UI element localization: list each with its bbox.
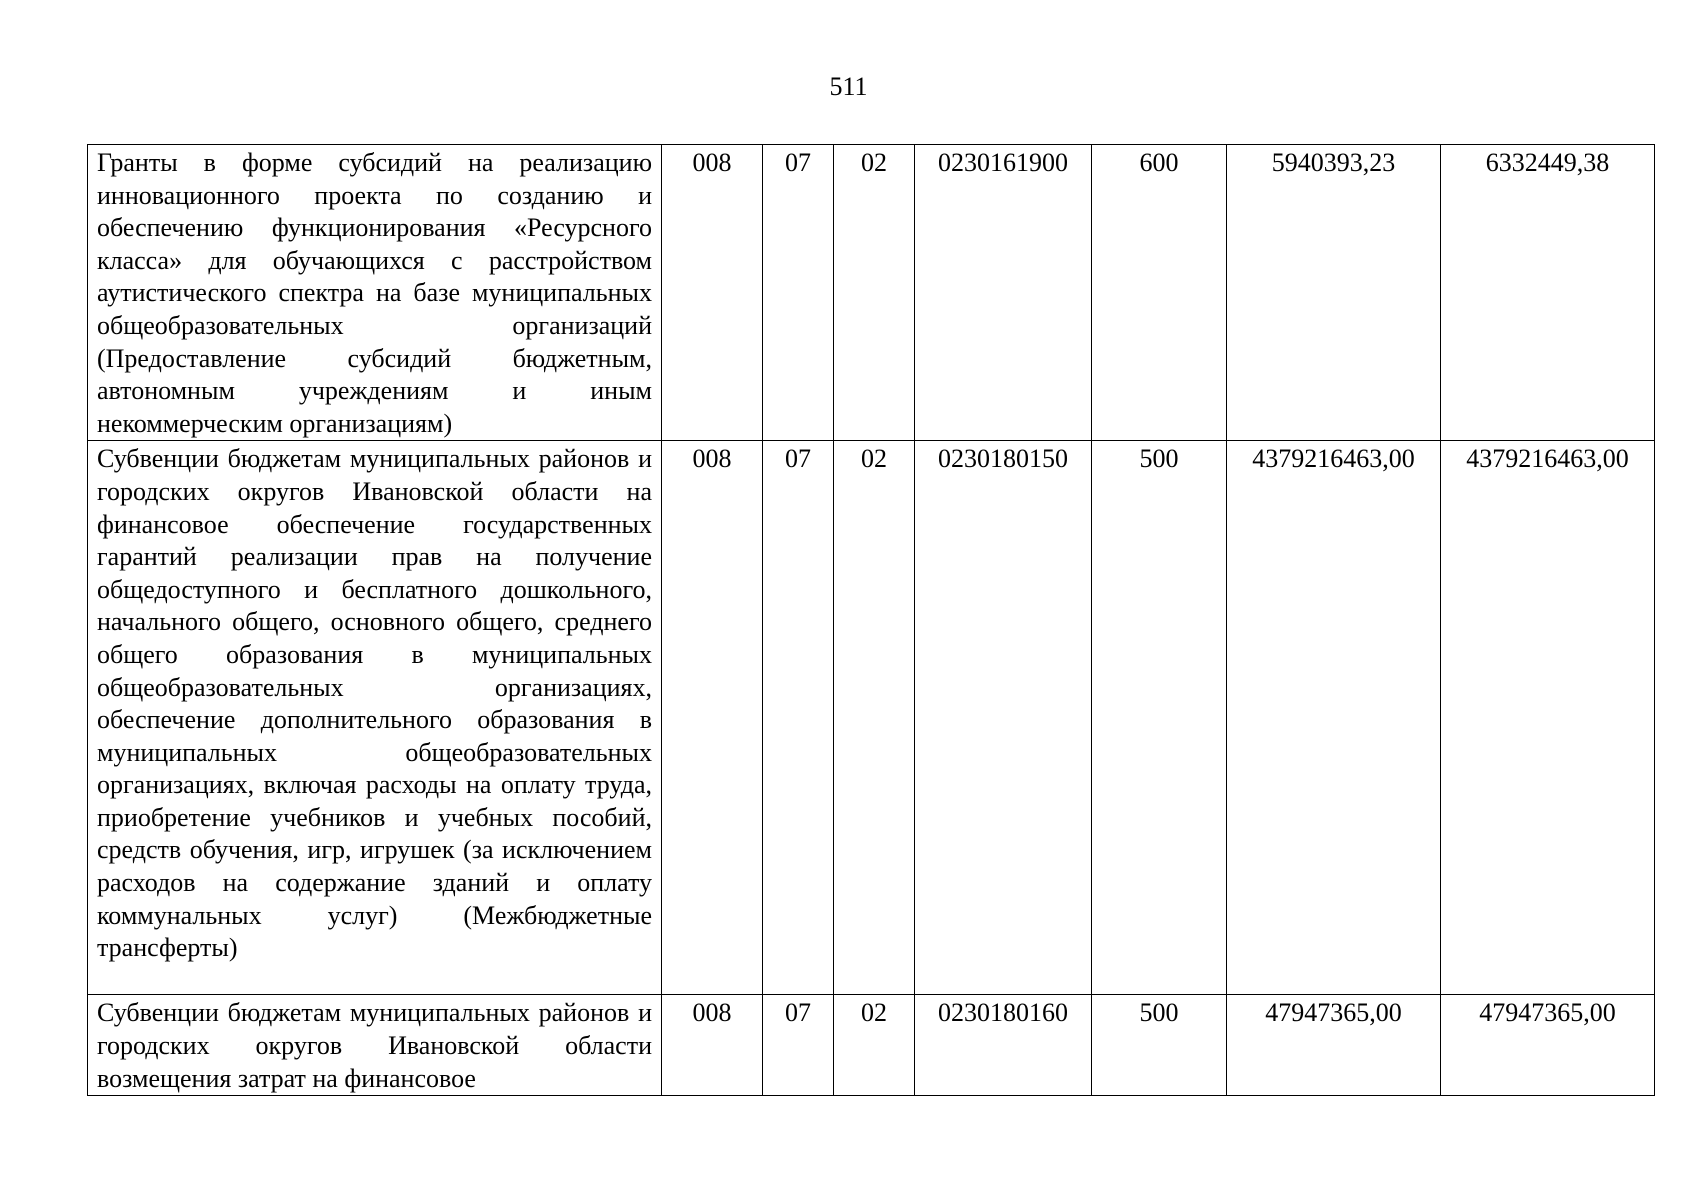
row-description: Субвенции бюджетам муниципальных районов и городских округов Ивановской области возмещения затрат на финансовое — [88, 995, 662, 1096]
row-amount-first: 5940393,23 — [1227, 145, 1441, 441]
row-subsection-code: 02 — [834, 995, 915, 1096]
row-description: Субвенции бюджетам муниципальных районов и городских округов Ивановской области на финансовое обеспечение государственных гарантий реализации прав на получение общедоступного и бесплатного дошкольного, начального общего, основного общего, среднего общего образования в муниципальных общеобразовательных организациях, обеспечение дополнительного образования в муниципальных общеобразовательных организациях, включая расходы на оплату труда, приобретение учебников и учебных пособий, средств обучения, игр, игрушек (за исключением расходов на содержание зданий и оплату коммунальных услуг) (Межбюджетные трансферты) — [88, 441, 662, 995]
row-expense-type-code: 500 — [1092, 441, 1227, 995]
page-number: 511 — [829, 72, 868, 101]
row-ved-code: 008 — [662, 145, 763, 441]
row-amount-second: 6332449,38 — [1441, 145, 1655, 441]
row-ved-code: 008 — [662, 995, 763, 1096]
row-ved-code: 008 — [662, 441, 763, 995]
row-section-code: 07 — [763, 995, 834, 1096]
row-subsection-code: 02 — [834, 441, 915, 995]
row-target-article-code: 0230180160 — [915, 995, 1092, 1096]
row-description: Гранты в форме субсидий на реализацию инновационного проекта по созданию и обеспечению функционирования «Ресурсного класса» для обучающихся с расстройством аутистического спектра на базе муниципальных общеобразовательных организаций (Предоставление субсидий бюджетным, автономным учреждениям и иным некоммерческим организациям) — [88, 145, 662, 441]
row-amount-second: 4379216463,00 — [1441, 441, 1655, 995]
row-expense-type-code: 500 — [1092, 995, 1227, 1096]
table-row — [88, 995, 1655, 1096]
row-amount-second: 47947365,00 — [1441, 995, 1655, 1096]
row-section-code: 07 — [763, 145, 834, 441]
table-row — [88, 441, 1655, 995]
row-amount-first: 47947365,00 — [1227, 995, 1441, 1096]
row-subsection-code: 02 — [834, 145, 915, 441]
row-amount-first: 4379216463,00 — [1227, 441, 1441, 995]
row-section-code: 07 — [763, 441, 834, 995]
row-expense-type-code: 600 — [1092, 145, 1227, 441]
row-target-article-code: 0230180150 — [915, 441, 1092, 995]
budget-table — [87, 144, 1655, 1096]
table-row — [88, 145, 1655, 441]
row-target-article-code: 0230161900 — [915, 145, 1092, 441]
